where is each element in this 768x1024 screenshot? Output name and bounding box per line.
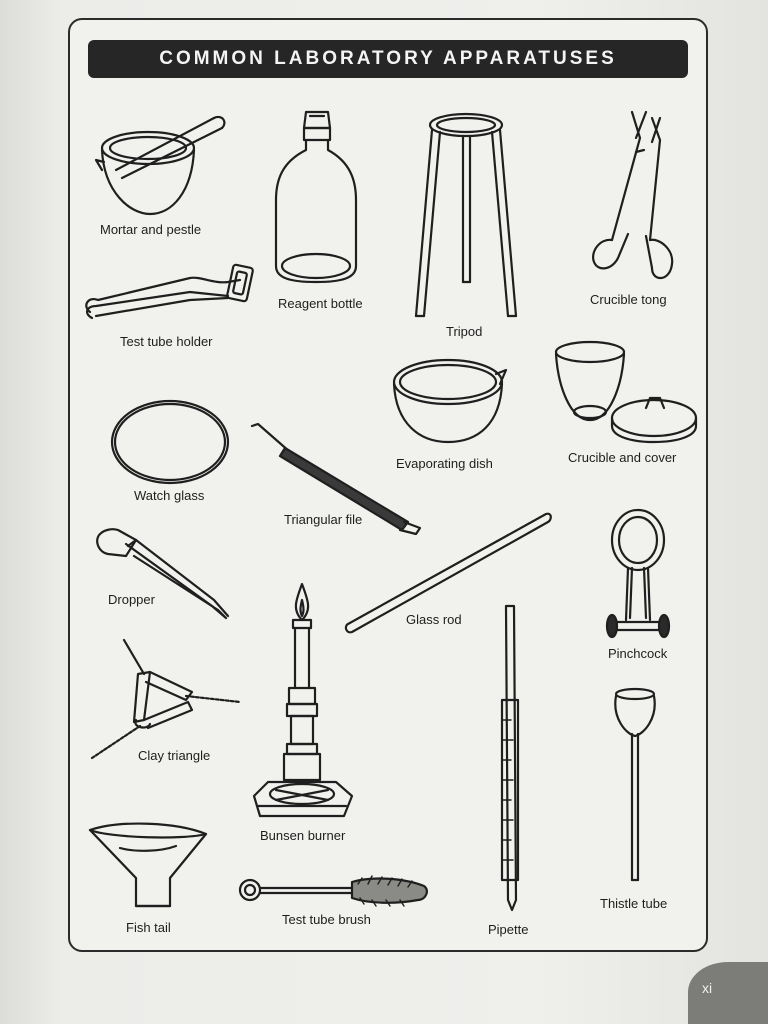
label-fish-tail: Fish tail xyxy=(126,920,171,935)
evaporating-dish-illustration xyxy=(394,360,506,442)
label-dropper: Dropper xyxy=(108,592,155,607)
label-clay-triangle: Clay triangle xyxy=(138,748,211,763)
label-crucible-and-cover: Crucible and cover xyxy=(568,450,677,465)
page-title: COMMON LABORATORY APPARATUSES xyxy=(88,40,688,78)
label-reagent-bottle: Reagent bottle xyxy=(278,296,363,311)
tripod-illustration xyxy=(416,114,516,316)
crucible-tong-illustration xyxy=(593,112,672,278)
label-glass-rod: Glass rod xyxy=(406,612,462,627)
thistle-tube-illustration xyxy=(615,689,654,880)
label-mortar-and-pestle: Mortar and pestle xyxy=(100,222,202,237)
label-bunsen-burner: Bunsen burner xyxy=(260,828,346,843)
pinchcock-illustration xyxy=(607,510,669,637)
test-tube-holder-illustration xyxy=(86,264,253,318)
fish-tail-illustration xyxy=(90,824,206,906)
reagent-bottle-illustration xyxy=(276,112,356,282)
label-tripod: Tripod xyxy=(446,324,483,339)
watch-glass-illustration xyxy=(112,401,228,483)
bunsen-burner-illustration xyxy=(254,584,352,816)
label-test-tube-holder: Test tube holder xyxy=(120,334,213,349)
pipette-illustration xyxy=(502,606,518,910)
label-evaporating-dish: Evaporating dish xyxy=(396,456,493,471)
label-triangular-file: Triangular file xyxy=(284,512,363,527)
label-pipette: Pipette xyxy=(488,922,529,937)
label-pinchcock: Pinchcock xyxy=(608,646,668,661)
test-tube-brush-illustration xyxy=(240,876,427,906)
label-crucible-tong: Crucible tong xyxy=(590,292,667,307)
label-watch-glass: Watch glass xyxy=(134,488,205,503)
label-test-tube-brush: Test tube brush xyxy=(282,912,371,927)
crucible-and-cover-illustration xyxy=(556,342,696,442)
mortar-and-pestle-illustration xyxy=(96,117,224,214)
page-number: xi xyxy=(702,980,713,996)
label-thistle-tube: Thistle tube xyxy=(600,896,668,911)
clay-triangle-illustration xyxy=(92,640,240,758)
page-corner xyxy=(688,962,768,1024)
